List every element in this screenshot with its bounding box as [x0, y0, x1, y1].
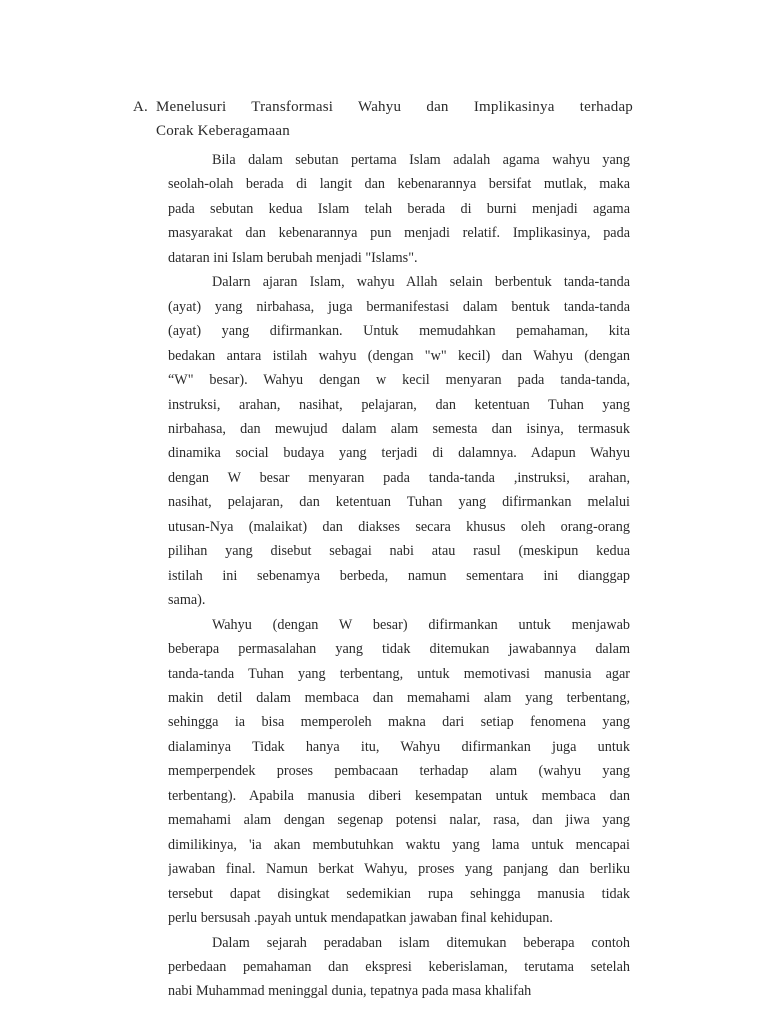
paragraph-line: tanda-tanda Tuhan yang terbentang, untuk memotivasi manusia agar	[168, 665, 630, 682]
paragraph-line: dimilikinya, 'ia akan membutuhkan waktu yang lama untuk mencapai	[168, 836, 630, 853]
paragraph-line: (ayat) yang difirmankan. Untuk memudahkan pemahaman, kita	[168, 323, 630, 340]
paragraph-line: dataran ini Islam berubah menjadi "Islams".	[168, 249, 418, 266]
paragraph-line: nasihat, pelajaran, dan ketentuan Tuhan yang difirmankan melalui	[168, 494, 630, 511]
paragraph-line: tersebut dapat disingkat sedemikian rupa sehingga manusia tidak	[168, 885, 630, 902]
paragraph-line: Dalarn ajaran Islam, wahyu Allah selain berbentuk tanda-tanda	[212, 274, 630, 291]
paragraph-line: dengan W besar menyaran pada tanda-tanda ,instruksi, arahan,	[168, 469, 630, 486]
paragraph-line: Wahyu (dengan W besar) difirmankan untuk menjawab	[212, 616, 630, 633]
body-text	[168, 148, 630, 1004]
paragraph-line: utusan-Nya (malaikat) dan diakses secara khusus oleh orang-orang	[168, 518, 630, 535]
paragraph-line: beberapa permasalahan yang tidak ditemukan jawabannya dalam	[168, 641, 630, 658]
paragraph-line: dinamika social budaya yang terjadi di dalamnya. Adapun Wahyu	[168, 445, 630, 462]
section-title-line: Corak Keberagamaan	[156, 123, 290, 139]
paragraph-line: dialaminya Tidak hanya itu, Wahyu difirmankan juga untuk	[168, 738, 630, 755]
paragraph-line: masyarakat dan kebenarannya pun menjadi relatif. Implikasinya, pada	[168, 225, 630, 242]
paragraph	[168, 613, 630, 931]
paragraph-line: “W" besar). Wahyu dengan w kecil menyaran pada tanda-tanda,	[168, 372, 630, 389]
paragraph-line: makin detil dalam membaca dan memahami alam yang terbentang,	[168, 689, 630, 706]
paragraph-line: bedakan antara istilah wahyu (dengan "w" kecil) dan Wahyu (dengan	[168, 347, 630, 364]
paragraph-line: Bila dalam sebutan pertama Islam adalah agama wahyu yang	[212, 152, 630, 168]
paragraph-line: pilihan yang disebut sebagai nabi atau rasul (meskipun kedua	[168, 543, 630, 560]
paragraph-line: nabi Muhammad meninggal dunia, tepatnya pada masa khalifah	[168, 983, 532, 1000]
paragraph	[168, 148, 630, 270]
paragraph-line: perlu bersusah .payah untuk mendapatkan jawaban final kehidupan.	[168, 910, 553, 927]
paragraph-line: (ayat) yang nirbahasa, juga bermanifestasi dalam bentuk tanda-tanda	[168, 298, 630, 315]
section-title-line: Menelusuri Transformasi Wahyu dan Implikasinya terhadap	[156, 99, 633, 115]
paragraph-line: memperpendek proses pembacaan terhadap alam (wahyu yang	[168, 763, 630, 780]
paragraph-line: instruksi, arahan, nasihat, pelajaran, dan ketentuan Tuhan yang	[168, 396, 630, 413]
paragraph-line: perbedaan pemahaman dan ekspresi keberislaman, terutama setelah	[168, 958, 630, 975]
paragraph-line: pada sebutan kedua Islam telah berada di burni menjadi agama	[168, 200, 630, 217]
paragraph	[168, 270, 630, 612]
section-marker: A.	[133, 99, 148, 115]
paragraph-line: sama).	[168, 592, 206, 609]
paragraph-line: terbentang). Apabila manusia diberi kesempatan untuk membaca dan	[168, 787, 630, 804]
section-title	[156, 95, 633, 143]
paragraph-line: sehingga ia bisa memperoleh makna dari setiap fenomena yang	[168, 714, 630, 731]
paragraph-line: istilah ini sebenamya berbeda, namun sementara ini dianggap	[168, 567, 630, 584]
paragraph-line: memahami alam dengan segenap potensi nalar, rasa, dan jiwa yang	[168, 812, 630, 829]
paragraph-line: Dalam sejarah peradaban islam ditemukan beberapa contoh	[212, 934, 630, 951]
paragraph-line: seolah-olah berada di langit dan kebenarannya bersifat mutlak, maka	[168, 176, 630, 193]
section-heading	[133, 95, 633, 143]
paragraph-line: nirbahasa, dan mewujud dalam alam semesta dan isinya, termasuk	[168, 420, 630, 437]
paragraph	[168, 931, 630, 1004]
paragraph-line: jawaban final. Namun berkat Wahyu, proses yang panjang dan berliku	[168, 861, 630, 878]
